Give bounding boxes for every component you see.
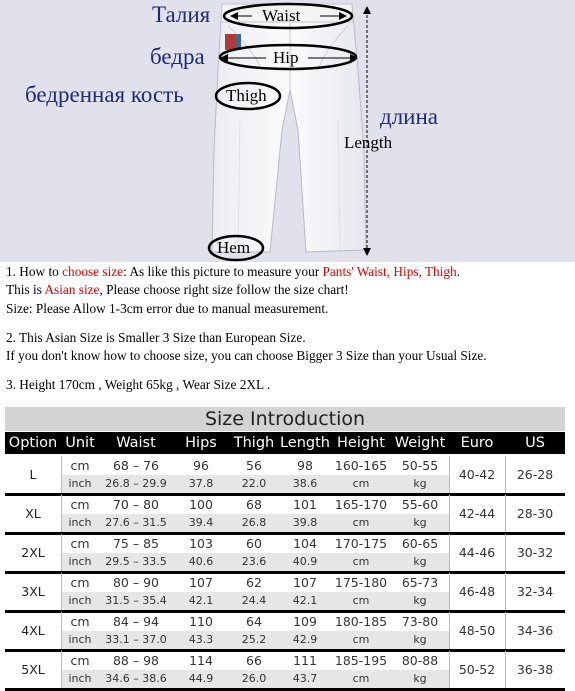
cm-weight: 80-88 — [401, 653, 439, 668]
cm-waist: 75 – 85 — [112, 536, 159, 551]
unit-inch: inch — [61, 592, 99, 610]
label-length-ru: длина — [380, 104, 439, 129]
euro-size: 48-50 — [458, 623, 496, 638]
euro-size: 44-46 — [458, 545, 496, 560]
note-1-line-3: Size: Please Allow 1-3cm error due to manual measurement. — [6, 300, 329, 316]
cm-waist: 84 – 94 — [112, 614, 159, 629]
header-thigh: Thigh — [233, 435, 275, 451]
cm-hips: 103 — [189, 536, 213, 551]
table-title: Size Introduction — [5, 407, 565, 431]
unit-cm: cm — [70, 614, 90, 629]
cm-height: 185-195 — [334, 653, 388, 668]
inch-waist: 27.6 – 31.5 — [99, 514, 173, 532]
inch-thigh: 24.4 — [229, 592, 279, 610]
inch-weight: kg — [391, 475, 449, 493]
table-header — [5, 432, 565, 454]
inch-waist: 31.5 – 35.4 — [99, 592, 173, 610]
cm-waist: 80 – 90 — [112, 575, 159, 590]
unit-cm: cm — [70, 497, 90, 512]
inch-length: 40.9 — [279, 553, 331, 571]
inch-height: cm — [331, 514, 391, 532]
note-1-line-2: This is Asian size, Please choose right size follow the size chart! — [6, 282, 349, 298]
inch-hips: 37.8 — [173, 475, 229, 493]
header-euro: Euro — [460, 435, 494, 451]
inch-thigh: 25.2 — [229, 631, 279, 649]
measurement-diagram — [0, 0, 575, 262]
size-label: 4XL — [21, 623, 45, 638]
size-label: L — [29, 467, 37, 482]
inch-weight: kg — [391, 670, 449, 688]
cm-weight: 60-65 — [401, 536, 439, 551]
cm-length: 107 — [293, 575, 317, 590]
inch-height: cm — [331, 475, 391, 493]
inch-weight: kg — [391, 631, 449, 649]
inch-length: 43.7 — [279, 670, 331, 688]
unit-inch: inch — [61, 670, 99, 688]
cm-waist: 88 – 98 — [112, 653, 159, 668]
euro-size: 46-48 — [458, 584, 496, 599]
unit-cm: cm — [70, 575, 90, 590]
inch-weight: kg — [391, 553, 449, 571]
euro-size: 42-44 — [458, 506, 496, 521]
label-hem-en: Hem — [217, 238, 251, 257]
cm-hips: 107 — [189, 575, 213, 590]
label-waist-en: Waist — [262, 6, 301, 25]
unit-inch: inch — [61, 475, 99, 493]
pants-illustration — [0, 0, 575, 262]
cm-length: 98 — [297, 458, 313, 473]
table-row — [5, 573, 565, 611]
size-label: 2XL — [21, 545, 45, 560]
note-1-line-1: 1. How to choose size: As like this picture to measure your Pants' Waist, Hips, Thigh. — [6, 264, 461, 279]
us-size: 36-38 — [516, 662, 554, 677]
inch-weight: kg — [391, 514, 449, 532]
inch-thigh: 26.0 — [229, 670, 279, 688]
cm-weight: 73-80 — [401, 614, 439, 629]
note-2-line-1: 2. This Asian Size is Smaller 3 Size than European Size. — [6, 329, 306, 345]
cm-height: 160-165 — [334, 458, 388, 473]
cm-thigh: 62 — [246, 575, 262, 590]
cm-thigh: 60 — [246, 536, 262, 551]
size-label: XL — [25, 506, 41, 521]
inch-hips: 39.4 — [173, 514, 229, 532]
cm-height: 180-185 — [334, 614, 388, 629]
inch-thigh: 23.6 — [229, 553, 279, 571]
header-length: Length — [279, 435, 330, 451]
inch-hips: 44.9 — [173, 670, 229, 688]
header-us: US — [525, 435, 545, 451]
cm-height: 175-180 — [334, 575, 388, 590]
cm-waist: 68 – 76 — [112, 458, 159, 473]
cm-length: 111 — [293, 653, 317, 668]
label-length-en: Length — [344, 133, 393, 152]
inch-length: 42.1 — [279, 592, 331, 610]
cm-height: 165-170 — [334, 497, 388, 512]
inch-height: cm — [331, 631, 391, 649]
label-waist-ru: Талия — [152, 2, 211, 27]
table-row — [5, 612, 565, 650]
cm-hips: 114 — [189, 653, 213, 668]
inch-waist: 34.6 – 38.6 — [99, 670, 173, 688]
inch-weight: kg — [391, 592, 449, 610]
cm-height: 170-175 — [334, 536, 388, 551]
brand-tag — [225, 34, 235, 50]
us-size: 28-30 — [516, 506, 554, 521]
table-row — [5, 495, 565, 533]
cm-thigh: 56 — [246, 458, 262, 473]
unit-cm: cm — [70, 536, 90, 551]
inch-waist: 26.8 – 29.9 — [99, 475, 173, 493]
header-weight: Weight — [394, 435, 446, 451]
size-label: 5XL — [21, 662, 45, 677]
note-3-line-1: 3. Height 170cm , Weight 65kg , Wear Size 2XL . — [6, 377, 271, 393]
us-size: 34-36 — [516, 623, 554, 638]
cm-weight: 55-60 — [401, 497, 439, 512]
inch-hips: 42.1 — [173, 592, 229, 610]
cm-thigh: 64 — [246, 614, 262, 629]
us-size: 26-28 — [516, 467, 554, 482]
inch-height: cm — [331, 553, 391, 571]
size-notes — [6, 263, 571, 395]
cm-hips: 110 — [189, 614, 213, 629]
euro-size: 40-42 — [458, 467, 496, 482]
unit-cm: cm — [70, 653, 90, 668]
cm-weight: 65-73 — [401, 575, 439, 590]
inch-height: cm — [331, 592, 391, 610]
table-row — [5, 651, 565, 689]
label-hip-en: Hip — [273, 48, 299, 67]
inch-thigh: 26.8 — [229, 514, 279, 532]
inch-thigh: 22.0 — [229, 475, 279, 493]
inch-hips: 40.6 — [173, 553, 229, 571]
unit-cm: cm — [70, 458, 90, 473]
table-row — [5, 456, 565, 494]
table-row — [5, 534, 565, 572]
cm-thigh: 66 — [246, 653, 262, 668]
inch-hips: 43.3 — [173, 631, 229, 649]
cm-length: 109 — [293, 614, 317, 629]
cm-hips: 96 — [193, 458, 209, 473]
inch-waist: 33.1 – 37.0 — [99, 631, 173, 649]
header-unit: Unit — [65, 435, 95, 451]
header-height: Height — [337, 435, 385, 451]
cm-length: 104 — [293, 536, 317, 551]
cm-thigh: 68 — [246, 497, 262, 512]
label-hip-ru: бедра — [150, 44, 205, 69]
cm-length: 101 — [293, 497, 317, 512]
size-label: 3XL — [21, 584, 45, 599]
header-waist: Waist — [116, 435, 156, 451]
label-thigh-en: Thigh — [226, 86, 267, 105]
us-size: 32-34 — [516, 584, 554, 599]
cm-weight: 50-55 — [401, 458, 439, 473]
label-thigh-ru: бедренная кость — [25, 82, 184, 107]
cm-hips: 100 — [189, 497, 213, 512]
us-size: 30-32 — [516, 545, 554, 560]
header-option: Option — [8, 435, 58, 451]
euro-size: 50-52 — [458, 662, 496, 677]
unit-inch: inch — [61, 514, 99, 532]
inch-waist: 29.5 – 33.5 — [99, 553, 173, 571]
header-hips: Hips — [185, 435, 217, 451]
inch-length: 39.8 — [279, 514, 331, 532]
inch-height: cm — [331, 670, 391, 688]
inch-length: 42.9 — [279, 631, 331, 649]
unit-inch: inch — [61, 631, 99, 649]
unit-inch: inch — [61, 553, 99, 571]
note-2-line-2: If you don't know how to choose size, you can choose Bigger 3 Size than your Usual Size. — [6, 348, 487, 364]
inch-length: 38.6 — [279, 475, 331, 493]
cm-waist: 70 – 80 — [112, 497, 159, 512]
